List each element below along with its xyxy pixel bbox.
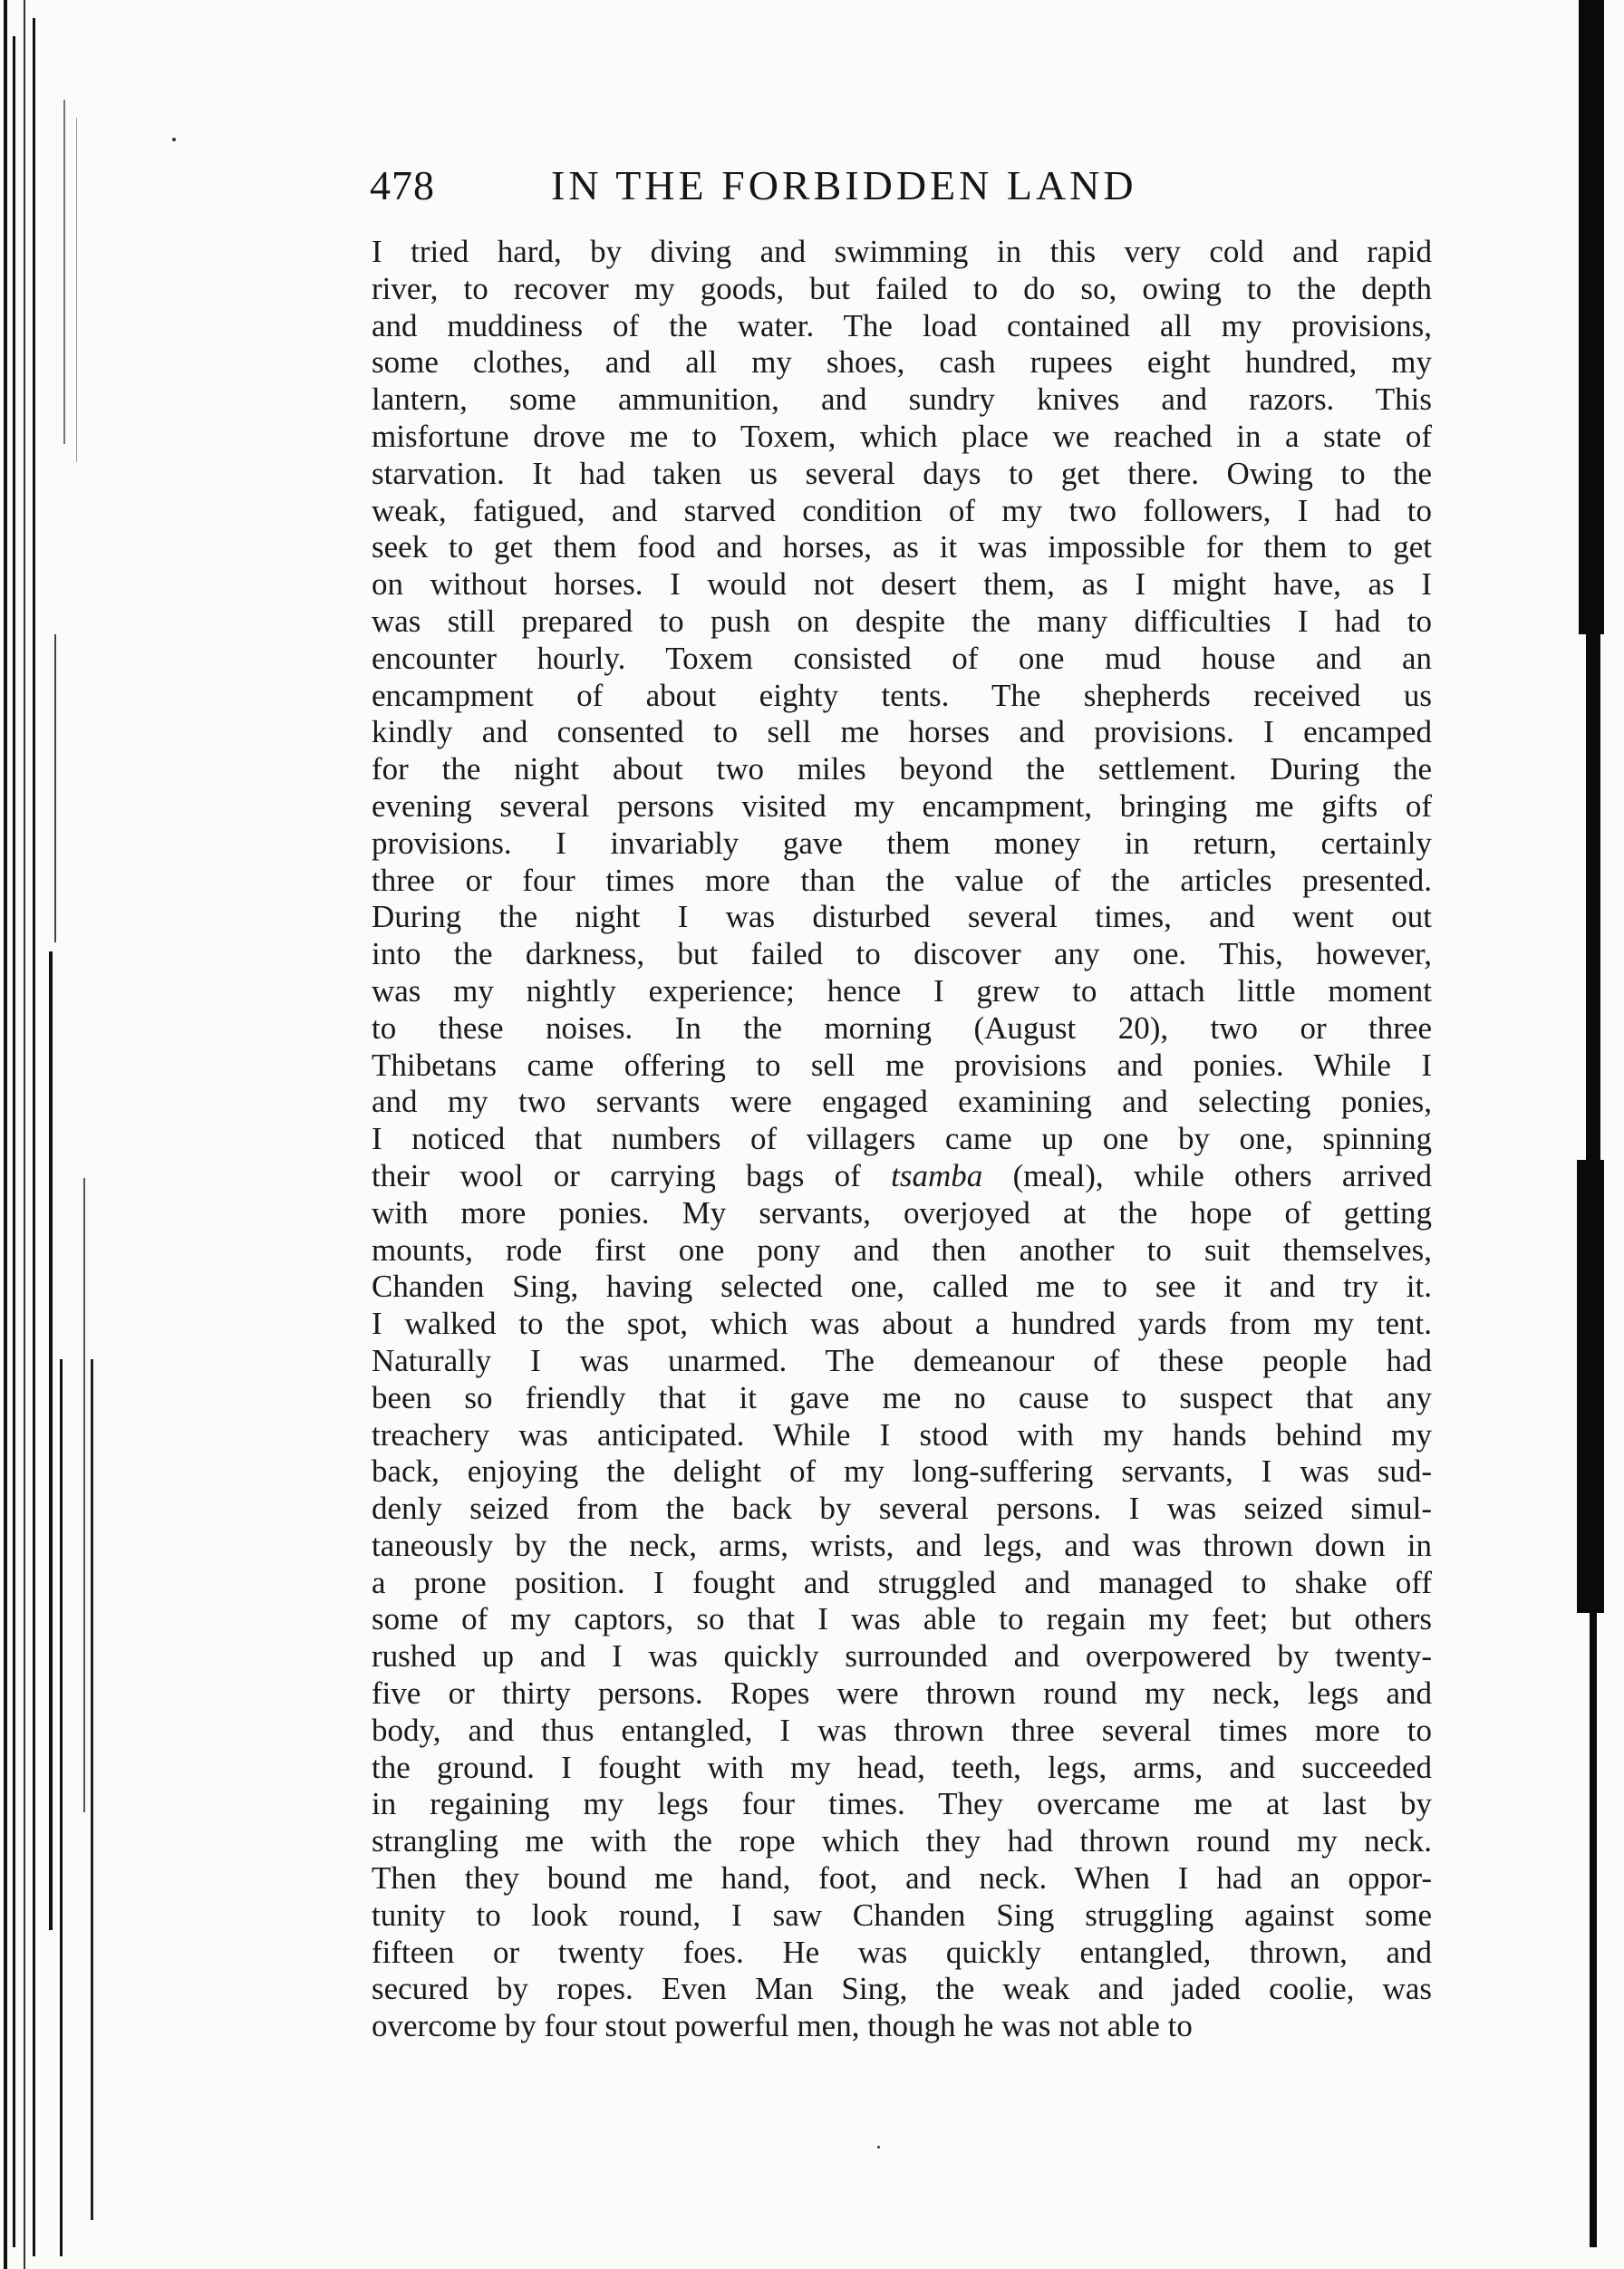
text-line: kindly and consented to sell me horses and provisions. I encamped — [372, 714, 1432, 750]
italic-term: tsamba — [891, 1157, 983, 1193]
text-line: for the night about two miles beyond the settlement. During the — [372, 751, 1432, 787]
text-line: tunity to look round, I saw Chanden Sing struggling against some — [372, 1897, 1432, 1933]
text-line: taneously by the neck, arms, wrists, and legs, and was thrown down in — [372, 1527, 1432, 1563]
text-line-with-italic — [372, 1158, 1432, 1195]
text-line: and my two servants were engaged examining and selecting ponies, — [372, 1084, 1432, 1120]
text-line: Chanden Sing, having selected one, called me to see it and try it. — [372, 1269, 1432, 1305]
text-line: river, to recover my goods, but failed to do so, owing to the depth — [372, 270, 1432, 306]
text-line: weak, fatigued, and starved condition of my two followers, I had to — [372, 492, 1432, 528]
text-line: I tried hard, by diving and swimming in this very cold and rapid — [372, 234, 1432, 269]
text-line: fifteen or twenty foes. He was quickly entangled, thrown, and — [372, 1934, 1432, 1970]
text-line: misfortune drove me to Toxem, which place we reached in a state of — [372, 418, 1432, 454]
text-line: five or thirty persons. Ropes were thrown round my neck, legs and — [372, 1675, 1432, 1712]
text-line: I noticed that numbers of villagers came up one by one, spinning — [372, 1121, 1432, 1157]
text-line: on without horses. I would not desert them, as I might have, as I — [372, 566, 1432, 603]
text-line: a prone position. I fought and struggled and managed to shake off — [372, 1564, 1432, 1600]
running-title: IN THE FORBIDDEN LAND — [551, 162, 1137, 208]
text-segment: their wool or carrying bags of — [372, 1157, 861, 1193]
stray-mark — [172, 138, 176, 141]
stray-mark — [877, 2146, 880, 2148]
text-line: I walked to the spot, which was about a hundred yards from my tent. — [372, 1306, 1432, 1342]
text-line: overcome by four stout powerful men, though he was not able to — [372, 2008, 1193, 2044]
text-line: three or four times more than the value of the articles presented. — [372, 862, 1432, 898]
text-line: During the night I was disturbed several times, and went out — [372, 899, 1432, 935]
text-line: was my nightly experience; hence I grew to attach little moment — [372, 972, 1432, 1009]
text-segment: (meal), while others arrived — [1012, 1157, 1432, 1193]
text-line: Naturally I was unarmed. The demeanour of these people had — [372, 1342, 1432, 1378]
running-header — [370, 161, 1439, 216]
text-line: seek to get them food and horses, as it was impossible for them to get — [372, 529, 1432, 565]
text-line: body, and thus entangled, I was thrown three several times more to — [372, 1712, 1432, 1748]
right-edge-shadow — [1570, 0, 1624, 2269]
text-line: back, enjoying the delight of my long-suffering servants, I was sud- — [372, 1453, 1432, 1490]
text-line: some clothes, and all my shoes, cash rupees eight hundred, my — [372, 344, 1432, 381]
text-line: been so friendly that it gave me no cause to suspect that any — [372, 1379, 1432, 1415]
text-line: encounter hourly. Toxem consisted of one mud house and an — [372, 640, 1432, 676]
text-line: mounts, rode first one pony and then another to suit themselves, — [372, 1231, 1432, 1268]
text-line: in regaining my legs four times. They overcame me at last by — [372, 1786, 1432, 1822]
text-line: Then they bound me hand, foot, and neck. When I had an oppor- — [372, 1860, 1432, 1897]
text-line: treachery was anticipated. While I stood with my hands behind my — [372, 1416, 1432, 1453]
page-number: 478 — [370, 162, 435, 208]
text-line: to these noises. In the morning (August 20), two or three — [372, 1009, 1432, 1046]
text-line: secured by ropes. Even Man Sing, the weak and jaded coolie, was — [372, 1971, 1432, 2007]
text-line: starvation. It had taken us several days to get there. Owing to the — [372, 455, 1432, 491]
text-line: strangling me with the rope which they had thrown round my neck. — [372, 1823, 1432, 1859]
text-line: evening several persons visited my encampment, bringing me gifts of — [372, 787, 1432, 824]
text-line: was still prepared to push on despite the many difficulties I had to — [372, 603, 1432, 639]
text-line: and muddiness of the water. The load contained all my provisions, — [372, 307, 1432, 343]
text-line: rushed up and I was quickly surrounded and overpowered by twenty- — [372, 1638, 1432, 1675]
text-line: encampment of about eighty tents. The shepherds received us — [372, 677, 1432, 713]
text-line: into the darkness, but failed to discover any one. This, however, — [372, 936, 1432, 972]
body-paragraph — [372, 234, 1432, 2045]
text-line: Thibetans came offering to sell me provisions and ponies. While I — [372, 1047, 1432, 1083]
text-line: denly seized from the back by several persons. I was seized simul- — [372, 1491, 1432, 1527]
text-line: provisions. I invariably gave them money in return, certainly — [372, 825, 1432, 861]
text-line: lantern, some ammunition, and sundry knives and razors. This — [372, 381, 1432, 418]
text-line: the ground. I fought with my head, teeth, legs, arms, and succeeded — [372, 1749, 1432, 1785]
left-gutter-shadow — [0, 0, 109, 2269]
text-line: some of my captors, so that I was able to regain my feet; but others — [372, 1601, 1432, 1637]
text-line: with more ponies. My servants, overjoyed at the hope of getting — [372, 1194, 1432, 1231]
